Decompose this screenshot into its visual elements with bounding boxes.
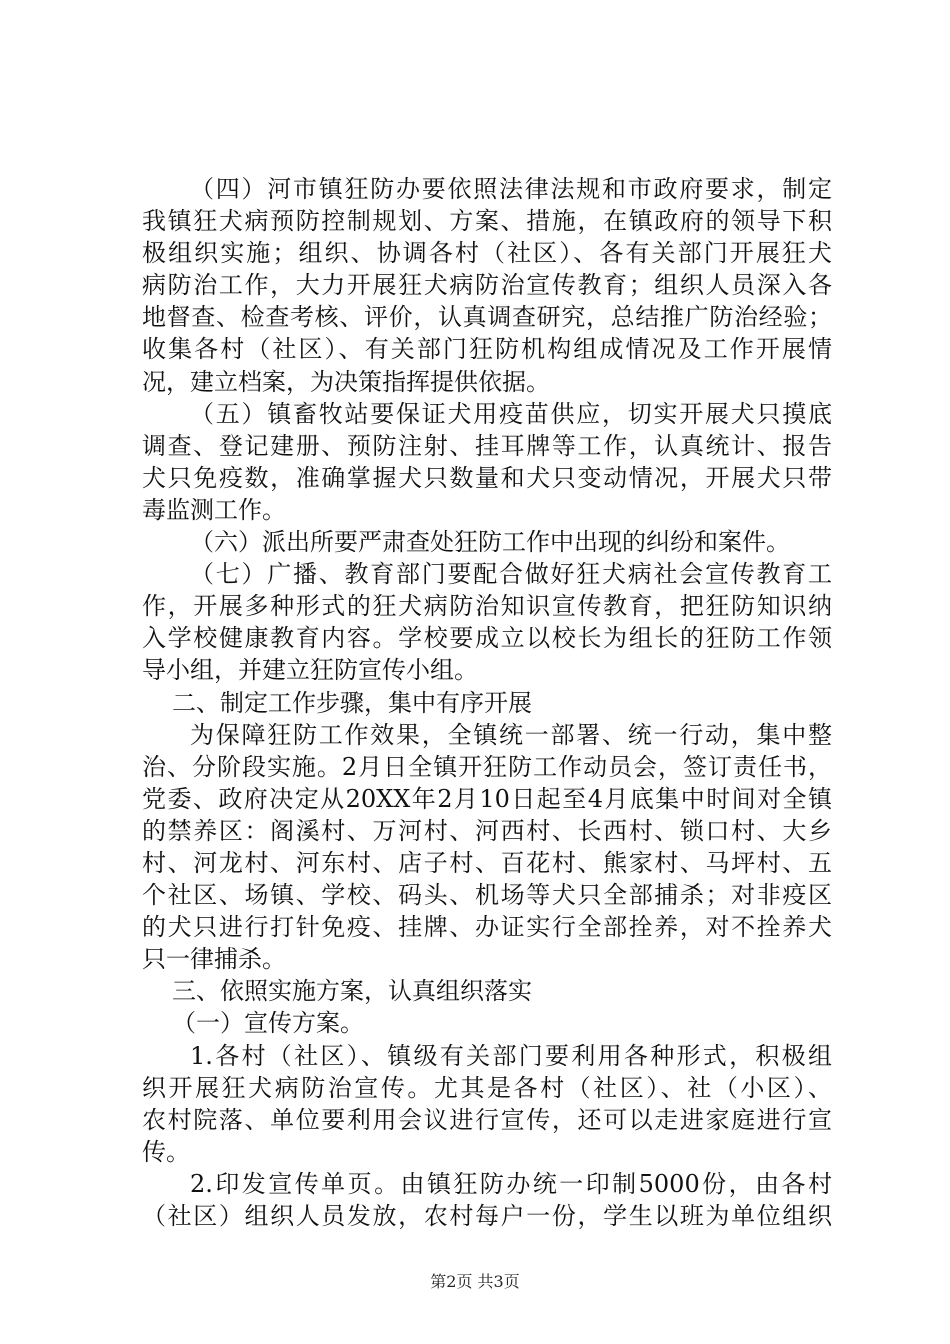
text-line: 2.印发宣传单页。由镇狂防办统一印制5000份，由各村 [190,1169,832,1198]
text-line: 的禁养区：阁溪村、万河村、河西村、长西村、锁口村、大乡 [142,816,832,845]
text-line: 况，建立档案，为决策指挥提供依据。 [142,367,550,396]
text-line: 的犬只进行打针免疫、挂牌、办证实行全部拴养，对不拴养犬 [142,913,832,942]
text-line: （七）广播、教育部门要配合做好狂犬病社会宣传教育工 [190,560,832,589]
text-line: 调查、登记建册、预防注射、挂耳牌等工作，认真统计、报告 [142,431,832,460]
text-line: 地督查、检查考核、评价，认真调查研究，总结推广防治经验； [142,303,832,332]
text-line: 收集各村（社区）、有关部门狂防机构组成情况及工作开展情 [142,335,832,364]
text-line: 导小组，并建立狂防宣传小组。 [142,656,478,685]
text-line: 我镇狂犬病预防控制规划、方案、措施，在镇政府的领导下积 [142,207,832,236]
text-line: 为保障狂防工作效果，全镇统一部署、统一行动，集中整 [190,720,832,749]
text-line: 二、制定工作步骤，集中有序开展 [172,688,532,717]
text-line: 1.各村（社区）、镇级有关部门要利用各种形式，积极组 [190,1041,832,1070]
text-line: 只一律捕杀。 [142,945,286,974]
text-line: 犬只免疫数，准确掌握犬只数量和犬只变动情况，开展犬只带 [142,463,832,492]
text-line: 个社区、场镇、学校、码头、机场等犬只全部捕杀；对非疫区 [142,881,832,910]
text-line: 极组织实施；组织、协调各村（社区）、各有关部门开展狂犬 [142,239,832,268]
text-line: 作，开展多种形式的狂犬病防治知识宣传教育，把狂防知识纳 [142,592,832,621]
text-line: 织开展狂犬病防治宣传。尤其是各村（社区）、社（小区）、 [142,1073,832,1102]
text-line: 三、依照实施方案，认真组织落实 [172,977,532,1006]
document-body [142,173,832,1232]
text-line: 党委、政府决定从20XX年2月10日起至4月底集中时间对全镇 [142,784,832,813]
text-line: （五）镇畜牧站要保证犬用疫苗供应，切实开展犬只摸底 [190,399,832,428]
text-line: （六）派出所要严肃查处狂防工作中出现的纠纷和案件。 [190,528,790,557]
text-line: 病防治工作，大力开展狂犬病防治宣传教育；组织人员深入各 [142,271,832,300]
text-line: 毒监测工作。 [142,495,286,524]
text-line: 农村院落、单位要利用会议进行宣传，还可以走进家庭进行宣 [142,1105,832,1134]
text-line: 村、河龙村、河东村、店子村、百花村、熊家村、马坪村、五 [142,848,832,877]
text-line: （一）宣传方案。 [172,1009,364,1038]
text-line: 入学校健康教育内容。学校要成立以校长为组长的狂防工作领 [142,624,832,653]
text-line: （四）河市镇狂防办要依照法律法规和市政府要求，制定 [190,175,832,203]
page-footer: 第2页 共3页 [430,1272,520,1291]
text-line: （社区）组织人员发放，农村每户一份，学生以班为单位组织 [142,1202,832,1230]
text-line: 传。 [142,1137,190,1166]
text-line: 治、分阶段实施。2月日全镇开狂防工作动员会，签订责任书， [142,752,832,781]
